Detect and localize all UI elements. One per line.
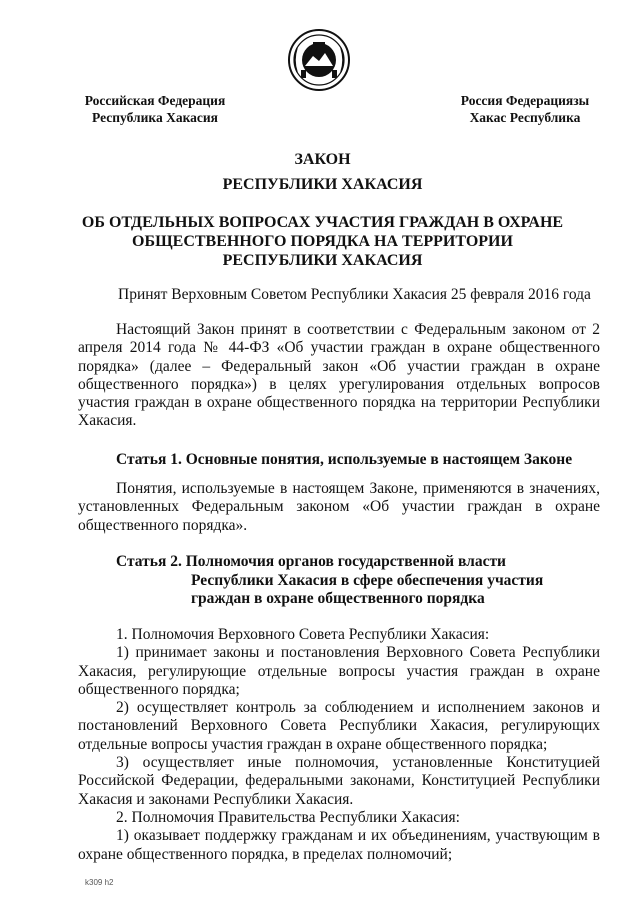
article-2-paragraph: 1) принимает законы и постановления Верховного Совета Республики Хакасия, регулирующие отдельные вопросы участия граждан в охране общественного порядка; <box>78 644 600 698</box>
header-right-line: Хакас Республика <box>469 110 581 125</box>
law-subject-line: ОБ ОТДЕЛЬНЫХ ВОПРОСАХ УЧАСТИЯ ГРАЖДАН В ОХРАНЕ <box>81 214 564 231</box>
article-2-heading-line: граждан в охране общественного порядка <box>191 590 485 607</box>
article-2-heading <box>116 553 616 609</box>
article-1-body <box>78 480 600 535</box>
header-left-line: Республика Хакасия <box>92 110 218 125</box>
article-2-heading-line: Республики Хакасия в сфере обеспечения участия <box>191 571 544 589</box>
preamble-paragraph: Настоящий Закон принят в соответствии с Федеральным законом от 2 апреля 2014 года № 44-ФЗ «Об участии граждан в охране общественного порядка» (далее – Федеральный закон «Об участии граждан в охране общественного порядка») в целях урегулирования отдельных вопросов участия граждан в охране общественного порядка на территории Республики Хакасия. <box>78 321 600 430</box>
coat-of-arms-icon <box>287 28 351 92</box>
law-title-line: РЕСПУБЛИКИ ХАКАСИЯ <box>222 176 423 193</box>
article-2-paragraph: 2) осуществляет контроль за соблюдением и исполнением законов и постановлений Верховного Совета Республики Хакасия, регулирующих отдельные вопросы участия граждан в охране общественного порядка; <box>78 699 600 753</box>
article-2-paragraph: 1. Полномочия Верховного Совета Республики Хакасия: <box>116 626 490 643</box>
footer-code: k309 h2 <box>85 878 114 887</box>
preamble <box>78 321 600 431</box>
article-2-paragraph: 1) оказывает поддержку гражданам и их объединениям, участвующим в охране общественного порядка, в пределах полномочий; <box>78 827 600 863</box>
article-2-heading-line: Статья 2. Полномочия органов государственной власти <box>116 553 506 570</box>
header-left-line: Российская Федерация <box>84 93 226 108</box>
adoption-note: Принят Верховным Советом Республики Хакасия 25 февраля 2016 года <box>118 286 591 303</box>
header-right-line: Россия Федерациязы <box>460 93 590 108</box>
header-right <box>440 92 610 126</box>
law-title <box>70 150 575 194</box>
header-left <box>75 92 235 126</box>
law-subject <box>70 213 575 270</box>
article-2-body <box>78 626 600 864</box>
article-2-paragraph: 2. Полномочия Правительства Республики Хакасия: <box>116 808 460 826</box>
law-subject-line: РЕСПУБЛИКИ ХАКАСИЯ <box>222 252 423 269</box>
law-subject-line: ОБЩЕСТВЕННОГО ПОРЯДКА НА ТЕРРИТОРИИ <box>132 233 513 250</box>
law-title-line: ЗАКОН <box>294 151 351 168</box>
article-2-paragraph: 3) осуществляет иные полномочия, установленные Конституцией Российской Федерации, федеральными законами, Конституцией Республики Хакасия и законами Республики Хакасия. <box>78 754 600 808</box>
article-1-paragraph: Понятия, используемые в настоящем Законе, применяются в значениях, установленных Федеральным законом «Об участии граждан в охране общественного порядка». <box>78 480 600 534</box>
article-1-heading: Статья 1. Основные понятия, используемые в настоящем Законе <box>116 451 573 468</box>
